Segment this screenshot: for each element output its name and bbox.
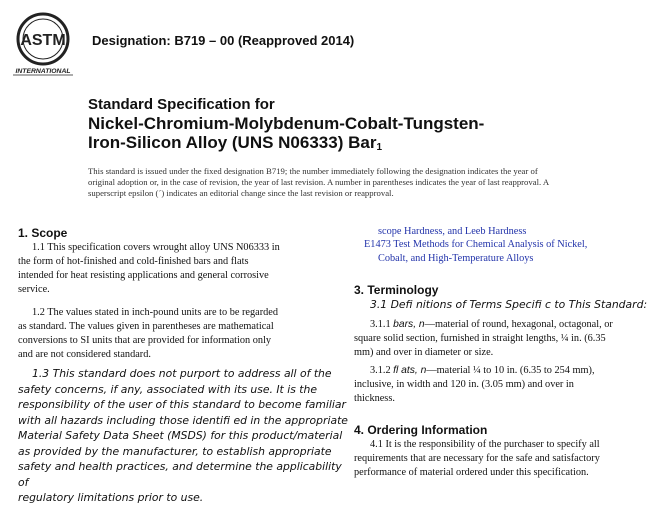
text-line: service. [18, 284, 50, 295]
text-line: Material Safety Data Sheet (MSDS) for this product/material [18, 429, 343, 442]
logo-text: ASTM [20, 32, 66, 49]
text-line: 4.1 It is the responsibility of the purchaser to specify all [370, 439, 600, 450]
text-line: 1.2 The values stated in inch-pound units are to be regarded [32, 307, 279, 318]
text-line: the form of hot-finished and cold-finished bars and flats [18, 256, 249, 267]
terminology-heading: 3. Terminology [354, 283, 439, 297]
title-footnote-mark: 1 [376, 142, 382, 153]
text-line: and are not considered standard. [18, 349, 151, 360]
designation: Designation: B719 – 00 (Reapproved 2014) [92, 33, 355, 48]
astm-logo-mark [8, 10, 88, 80]
text-line: safety and health practices, and determine the applicability of [18, 460, 342, 489]
definition-text: —material ¼ to 10 in. (6.35 to 254 mm), [426, 365, 595, 376]
section-number: 3.1.2 [370, 365, 391, 376]
ref-e1473 [364, 238, 654, 266]
page-title [88, 95, 548, 157]
text-line: performance of material ordered under this specification. [354, 467, 589, 478]
astm-logo [8, 10, 88, 80]
scope-1-2 [18, 306, 338, 362]
ordering-4-1 [354, 438, 654, 480]
issuance-note-line: This standard is issued under the fixed designation B719; the number immediately following the designation indicates the year of [88, 166, 538, 176]
ref-e1473-title-cont[interactable]: Cobalt, and High-Temperature Alloys [378, 253, 534, 264]
section-number: 3.1.1 [370, 319, 391, 330]
ref-continuation: scope Hardness, and Leeb Hardness [378, 226, 527, 237]
scope-heading: 1. Scope [18, 226, 68, 240]
text-line: square solid section, furnished in straight lengths, ¼ in. (6.35 [354, 333, 606, 344]
scope-1-1 [18, 241, 338, 297]
definition-text: —material of round, hexagonal, octagonal, or [424, 319, 613, 330]
text-line: mm) and over in diameter or size. [354, 347, 494, 358]
term-flats: fl ats, n [393, 365, 427, 376]
issuance-note-line: superscript epsilon (´) indicates an editorial change since the last revision or reapproval. [88, 188, 394, 198]
issuance-note [88, 166, 613, 199]
text-line: as standard. The values given in parentheses are mathematical [18, 321, 274, 332]
text-line: 1.1 This specification covers wrought alloy UNS N06333 in [32, 242, 280, 253]
title-line-1: Standard Specification for [88, 96, 275, 113]
title-line-2: Nickel-Chromium-Molybdenum-Cobalt-Tungsten- [88, 114, 485, 133]
text-line: conversions to SI units that are provided for information only [18, 335, 272, 346]
scope-1-3 [18, 366, 348, 506]
ordering-heading: 4. Ordering Information [354, 423, 488, 437]
text-line: thickness. [354, 393, 395, 404]
text-line: 1.3 This standard does not purport to address all of the [32, 367, 332, 380]
logo-subtext: INTERNATIONAL [15, 68, 71, 75]
ref-e1473-code[interactable]: E1473 [364, 239, 391, 250]
ref-e1473-title[interactable]: Test Methods for Chemical Analysis of Nickel, [393, 239, 588, 250]
text-line: intended for heat resisting applications and general corrosive [18, 270, 269, 281]
text-line: safety concerns, if any, associated with its use. It is the [18, 382, 317, 396]
text-line: regulatory limitations prior to use. [18, 491, 204, 504]
text-line: responsibility of the user of this standard to become familiar [18, 398, 346, 411]
issuance-note-line: original adoption or, in the case of revision, the year of last revision. A number in parentheses indicates the year of last reapproval. A [88, 177, 550, 187]
text-line: with all hazards including those identifi ed in the appropriate [18, 413, 348, 427]
title-line-3: Iron-Silicon Alloy (UNS N06333) Bar [88, 133, 377, 152]
text-line: inclusive, in width and 120 in. (3.05 mm) and over in [354, 379, 574, 390]
terminology-3-1: 3.1 Defi nitions of Terms Specifi c to This Standard: [370, 298, 648, 311]
text-line: as provided by the manufacturer, to establish appropriate [18, 444, 332, 458]
text-line: requirements that are necessary for the safe and satisfactory [354, 453, 600, 464]
terminology-3-1-1 [354, 318, 654, 360]
term-bars: bars, n [393, 319, 425, 330]
terminology-3-1-2 [354, 364, 654, 406]
